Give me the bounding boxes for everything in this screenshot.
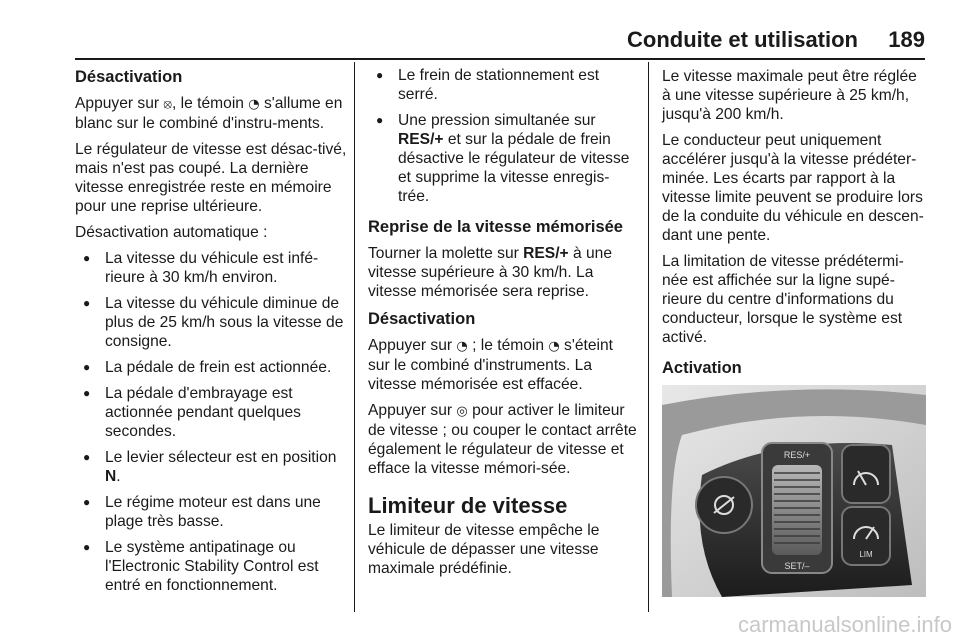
watermark: carmanualsonline.info: [737, 612, 952, 637]
cruise-control-icon: ◔: [248, 97, 260, 112]
column-3: [662, 62, 928, 597]
thumbwheel: [772, 465, 822, 555]
chapter-title: Conduite et utilisation: [627, 27, 858, 52]
list-item: ● La vitesse du véhicule diminue de plus de 25 km/h sous la vitesse de consigne.: [75, 294, 347, 351]
section-heading: Désactivation: [75, 68, 183, 86]
column-divider: [354, 62, 355, 612]
paragraph: Appuyer sur ◔ ; le témoin ◔ s'éteint sur le combiné d'instruments. La vitesse mémorisée est effacée.: [368, 337, 613, 393]
paragraph: Désactivation automatique :: [75, 224, 268, 241]
section-heading: Désactivation: [368, 310, 476, 328]
bullet-list: [368, 66, 638, 206]
bullet-list: [75, 249, 347, 595]
lim-label: LIM: [859, 550, 873, 559]
paragraph: Appuyer sur ◎ pour activer le limiteur de vitesse ; ou couper le contact arrête également le régulateur de vitesse et efface la vitesse mémori-sée.: [368, 402, 637, 477]
paragraph: Tourner la molette sur RES/+ à une vitesse supérieure à 30 km/h. La vitesse mémorisée sera reprise.: [368, 245, 613, 300]
set-label: SET/–: [784, 561, 810, 571]
paragraph: Appuyer sur ⦻, le témoin ◔ s'allume en blanc sur le combiné d'instru-ments.: [75, 95, 343, 132]
steering-wheel-controls-photo: [662, 385, 926, 597]
cruise-control-icon: ◔: [456, 339, 468, 354]
cruise-cancel-icon: ⦻: [163, 97, 173, 112]
column-1: [75, 62, 347, 602]
list-item: ● La pédale de frein est actionnée.: [75, 358, 347, 377]
list-item: ● La pédale d'embrayage est actionnée pendant quelques secondes.: [75, 384, 347, 441]
column-divider: [648, 62, 649, 612]
list-item: ● La vitesse du véhicule est infé-rieure à 30 km/h environ.: [75, 249, 347, 287]
section-heading: Reprise de la vitesse mémorisée: [368, 218, 623, 236]
page-number: 189: [888, 27, 925, 52]
res-label: RES/+: [783, 450, 811, 460]
section-heading: Activation: [662, 359, 742, 377]
paragraph: Le vitesse maximale peut être réglée à une vitesse supérieure à 25 km/h, jusqu'à 200 km/h.: [662, 68, 917, 123]
list-item: ● Le régime moteur est dans une plage très basse.: [75, 493, 347, 531]
header-rule: [75, 58, 925, 60]
paragraph: Le limiteur de vitesse empêche le véhicule de dépasser une vitesse maximale prédéfinie.: [368, 522, 600, 577]
list-item: ● Le système antipatinage ou l'Electronic Stability Control est entré en fonctionnement.: [75, 538, 347, 595]
list-item: ● Le frein de stationnement est serré.: [368, 66, 638, 104]
cruise-control-icon: ◔: [548, 339, 560, 354]
paragraph: La limitation de vitesse prédétermi-née est affichée sur la ligne supé-rieure du centre d'informations du conducteur, lorsque le système est activé.: [662, 253, 904, 346]
paragraph: Le conducteur peut uniquement accélérer jusqu'à la vitesse prédéter-minée. Les écarts par rapport à la vitesse limite peuvent se produire lors de la conduite du véhicule en descen-dant une pente.: [662, 132, 924, 244]
list-item: ● Le levier sélecteur est en position N.: [75, 448, 347, 486]
list-item: ● Une pression simultanée sur RES/+ et sur la pédale de frein désactive le régulateur de vitesse et supprime la vitesse enregis-trée.: [368, 111, 638, 206]
section-title: Limiteur de vitesse: [368, 493, 568, 518]
page-header: [0, 0, 960, 62]
column-2: [368, 62, 638, 585]
paragraph: Le régulateur de vitesse est désac-tivé, mais n'est pas coupé. La dernière vitesse enregistrée reste en mémoire pour une reprise ultérieure.: [75, 141, 347, 215]
speed-limiter-icon: ◎: [456, 404, 468, 419]
